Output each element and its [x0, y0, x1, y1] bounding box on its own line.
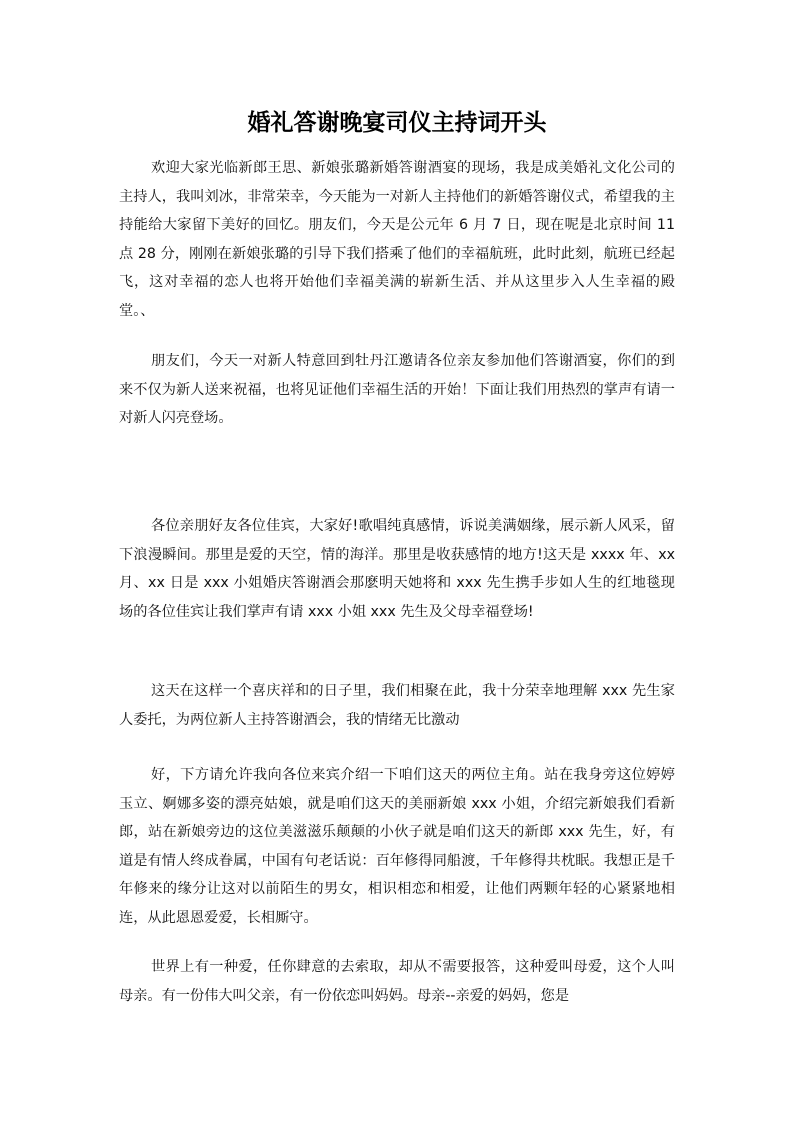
- paragraph-welcome: 欢迎大家光临新郎王思、新娘张璐新婚答谢酒宴的现场，我是成美婚礼文化公司的主持人，我叫刘冰，非常荣幸，今天能为一对新人主持他们的新婚答谢仪式，希望我的主持能给大家留下美好的回忆。朋友们，今天是公元年 6 月 7 日，现在呢是北京时间 11 点 28 分，刚刚在新娘张璐的引导下我们搭乘了他们的幸福航班，此时此刻，航班已经起飞，这对幸福的恋人也将开始他们幸福美满的崭新生活、并从这里步入人生幸福的殿堂。、: [119, 160, 675, 319]
- document-title: 婚礼答谢晚宴司仪主持词开头: [247, 110, 547, 136]
- paragraph-friends: 朋友们，今天一对新人特意回到牡丹江邀请各位亲友参加他们答谢酒宴，你们的到来不仅为新人送来祝福，也将见证他们幸福生活的开始！下面让我们用热烈的掌声有请一对新人闪亮登场。: [119, 353, 675, 427]
- paragraph-mother-love: 世界上有一种爱，任你肆意的去索取，却从不需要报答，这种爱叫母爱，这个人叫母亲。有一份伟大叫父亲，有一份依恋叫妈妈。母亲--亲爱的妈妈，您是: [119, 959, 675, 1004]
- paragraph-introduction: 好，下方请允许我向各位来宾介绍一下咱们这天的两位主角。站在我身旁这位婷婷玉立、婀娜多姿的漂亮姑娘，就是咱们这天的美丽新娘 xxx 小姐，介绍完新娘我们看新郎，站在新娘旁边的这位美滋滋乐颠颠的小伙子就是咱们这天的新郎 xxx 先生，好，有道是有情人终成眷属，中国有句老话说：百年修得同船渡，千年修得共枕眠。我想正是千年修来的缘分让这对以前陌生的男女，相识相恋和相爱，让他们两颗年轻的心紧紧地相连，从此恩恩爱爱，长相厮守。: [119, 767, 675, 926]
- paragraph-festive-day: 这天在这样一个喜庆祥和的日子里，我们相聚在此，我十分荣幸地理解 xxx 先生家人委托，为两位新人主持答谢酒会，我的情绪无比激动: [119, 683, 675, 728]
- paragraph-greeting: 各位亲朋好友各位佳宾，大家好!歌唱纯真感情，诉说美满姻缘，展示新人风采，留下浪漫瞬间。那里是爱的天空，情的海洋。那里是收获感情的地方!这天是 xxxx 年、xx 月、xx 日是 xxx 小姐婚庆答谢酒会那麽明天她将和 xxx 先生携手步如人生的红地毯现场的各位佳宾让我们掌声有请 xxx 小姐 xxx 先生及父母幸福登场!: [119, 518, 675, 620]
